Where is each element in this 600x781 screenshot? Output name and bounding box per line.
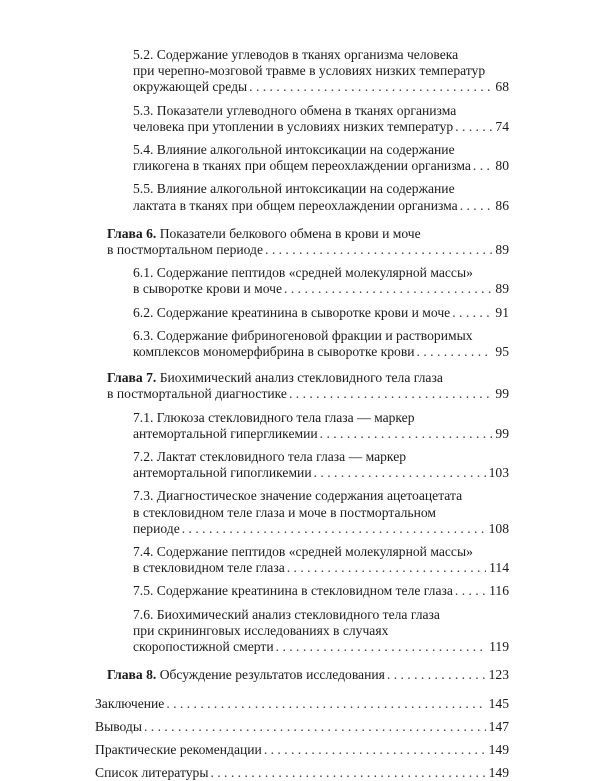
toc-entry[interactable]	[95, 488, 509, 537]
toc-entry-text: в постмортальном периоде	[107, 242, 264, 258]
chapter-number: Глава 8.	[107, 667, 157, 683]
page-number: 145	[488, 695, 509, 711]
toc-entry-text: скоропостижной смерти	[133, 639, 274, 655]
dot-leader	[473, 158, 492, 174]
toc-entry[interactable]	[95, 265, 509, 297]
dot-leader	[460, 198, 493, 214]
toc-entry-text: антемортальной гипергликемии	[133, 425, 318, 441]
toc-entry[interactable]	[95, 667, 509, 683]
toc-entry-text: 5.5. Влияние алкогольной интоксикации на содержание	[133, 181, 455, 197]
dot-leader	[210, 765, 485, 781]
toc-entry-text: 5.3. Показатели углеводного обмена в тканях организма	[133, 102, 457, 118]
page-number: 99	[495, 386, 509, 402]
toc-entry[interactable]	[95, 410, 509, 442]
toc-entry-text: в постмортальной диагностике	[107, 386, 287, 402]
toc-entry-text: Практические рекомендации	[95, 741, 262, 757]
page-number: 68	[495, 79, 509, 95]
page-number: 95	[495, 344, 509, 360]
page-number: 89	[495, 281, 509, 297]
page-number: 108	[488, 520, 509, 536]
toc-entry-text: Выводы	[95, 718, 142, 734]
page-number: 149	[488, 765, 509, 781]
toc-entry-text: 6.2. Содержание креатинина в сыворотке крови и моче	[133, 304, 451, 320]
toc-entry-text: лактата в тканях при общем переохлаждении организма	[133, 197, 458, 213]
dot-leader	[417, 344, 493, 360]
toc-entry[interactable]	[95, 226, 509, 258]
toc-entry-text: 7.6. Биохимический анализ стекловидного тела глаза	[133, 606, 440, 622]
toc-entry-text: 6.3. Содержание фибриногеновой фракции и растворимых	[133, 327, 473, 343]
page-number: 74	[495, 118, 509, 134]
dot-leader	[276, 639, 486, 655]
toc-entry-text: окружающей среды	[133, 79, 248, 95]
toc-entry-text: антемортальной гипогликемии	[133, 465, 312, 481]
dot-leader	[455, 119, 492, 135]
dot-leader	[284, 281, 492, 297]
page-number: 116	[489, 583, 509, 599]
toc-entry[interactable]	[95, 181, 509, 213]
chapter-number: Глава 6.	[107, 225, 157, 241]
page-number: 91	[495, 304, 509, 320]
dot-leader	[265, 242, 492, 258]
toc-entry-text: 7.2. Лактат стекловидного тела глаза — маркер	[133, 449, 407, 465]
toc-entry[interactable]	[95, 305, 509, 321]
toc-entry[interactable]	[95, 607, 509, 656]
toc-entry[interactable]	[95, 765, 509, 781]
dot-leader	[387, 667, 486, 683]
toc-entry-text: Заключение	[95, 695, 165, 711]
toc-entry-text: 5.2. Содержание углеводов в тканях организма человека	[133, 47, 459, 62]
toc-entry-text: в сыворотке крови и моче	[133, 281, 283, 297]
dot-leader	[320, 426, 493, 442]
toc-entry-text: Список литературы	[95, 765, 209, 781]
toc-entry[interactable]	[95, 696, 509, 712]
toc-entry-text: 7.5. Содержание креатинина в стекловидном теле глаза	[133, 583, 453, 599]
toc-entry-text: Глава 8. Обсуждение результатов исследования	[107, 667, 385, 683]
page-number: 80	[495, 158, 509, 174]
page-number: 149	[488, 741, 509, 757]
dot-leader	[289, 386, 492, 402]
toc-entry-text: 6.1. Содержание пептидов «средней молекулярной массы»	[133, 265, 473, 281]
dot-leader	[249, 79, 492, 95]
toc-entry-text: 7.4. Содержание пептидов «средней молекулярной массы»	[133, 544, 473, 560]
toc-entry[interactable]	[95, 583, 509, 599]
toc-entry[interactable]	[95, 742, 509, 758]
dot-leader	[144, 719, 486, 735]
toc-entry[interactable]	[95, 103, 509, 135]
dot-leader	[455, 583, 486, 599]
toc-entry[interactable]	[95, 544, 509, 576]
toc-entry[interactable]	[95, 719, 509, 735]
toc-entry-text: человека при утоплении в условиях низких температур	[133, 118, 454, 134]
dot-leader	[166, 696, 485, 712]
page-number: 147	[488, 718, 509, 734]
toc-entry-text: 7.1. Глюкоза стекловидного тела глаза — маркер	[133, 409, 415, 425]
dot-leader	[452, 305, 492, 321]
toc-entry-text: при черепно-мозговой травме в условиях низких температур	[133, 63, 486, 79]
chapter-number: Глава 7.	[107, 370, 157, 386]
page-number: 114	[489, 560, 509, 576]
table-of-contents	[95, 47, 509, 781]
toc-entry-text: в стекловидном теле глаза и моче в постмортальном	[133, 504, 436, 520]
toc-entry[interactable]	[95, 370, 509, 402]
page-number: 119	[489, 639, 509, 655]
toc-entry-text: гликогена в тканях при общем переохлаждении организма	[133, 158, 471, 174]
toc-entry[interactable]	[95, 328, 509, 360]
toc-entry-text: 5.4. Влияние алкогольной интоксикации на содержание	[133, 142, 455, 158]
toc-entry[interactable]	[95, 142, 509, 174]
toc-entry-text: комплексов мономерфибрина в сыворотке крови	[133, 344, 415, 360]
toc-entry-text: 7.3. Диагностическое значение содержания ацетоацетата	[133, 488, 463, 504]
toc-entry[interactable]	[95, 449, 509, 481]
page-number: 99	[495, 425, 509, 441]
toc-entry-text: Глава 7. Биохимический анализ стекловидного тела глаза	[107, 370, 443, 386]
toc-entry[interactable]	[95, 47, 509, 96]
page-number: 123	[488, 667, 509, 683]
dot-leader	[287, 560, 486, 576]
toc-entry-text: периоде	[133, 520, 180, 536]
dot-leader	[264, 742, 486, 758]
toc-entry-text: в стекловидном теле глаза	[133, 560, 285, 576]
page-number: 89	[495, 242, 509, 258]
dot-leader	[182, 521, 486, 537]
toc-entry-text: при скрининговых исследованиях в случаях	[133, 622, 389, 638]
page-number: 86	[495, 197, 509, 213]
toc-entry-text: Глава 6. Показатели белкового обмена в крови и моче	[107, 225, 421, 241]
dot-leader	[314, 465, 486, 481]
page-number: 103	[488, 465, 509, 481]
